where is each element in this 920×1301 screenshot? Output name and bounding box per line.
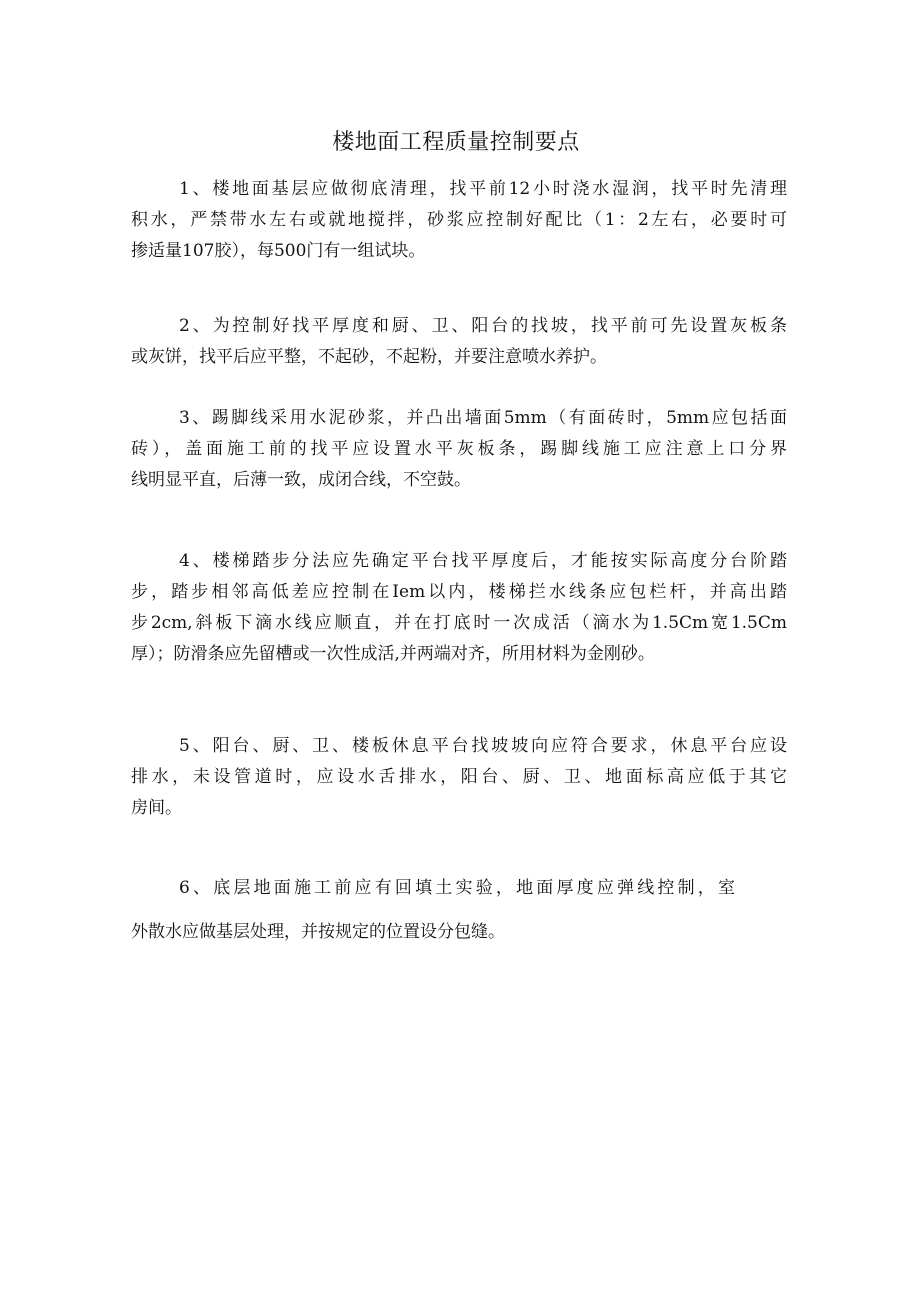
- page-title: 楼地面工程质量控制要点: [332, 130, 580, 155]
- paragraph-4-line-4: 厚）；防滑条应先留槽或一次性成活,并两端对齐，所用材料为金刚砂。: [131, 644, 655, 664]
- paragraph-5: [131, 731, 787, 824]
- paragraph-2-line-1: 2、为控制好找平厚度和厨、卫、阳台的找坡，找平前可先设置灰板条: [179, 316, 787, 336]
- paragraph-3-line-2: 砖），盖面施工前的找平应设置水平灰板条，踢脚线施工应注意上口分界: [131, 439, 787, 459]
- paragraph-5-line-2: 排水，未设管道时，应设水舌排水，阳台、厨、卫、地面标高应低于其它: [131, 767, 787, 787]
- paragraph-5-line-1: 5、阳台、厨、卫、楼板休息平台找坡坡向应符合要求，休息平台应设: [179, 736, 787, 756]
- paragraph-1-line-2: 积水，严禁带水左右或就地搅拌，砂浆应控制好配比（1：2左右，必要时可: [131, 210, 787, 230]
- paragraph-4-line-3: 步2cm,斜板下滴水线应顺直，并在打底时一次成活（滴水为1.5Cm宽1.5Cm: [131, 613, 787, 633]
- paragraph-1-line-3: 掺适量107胶），每500门有一组试块。: [131, 241, 426, 261]
- paragraph-3-line-3: 线明显平直，后薄一致，成闭合线，不空鼓。: [131, 470, 471, 490]
- paragraph-6-line-2: 外散水应做基层处理，并按规定的位置设分包缝。: [131, 922, 505, 942]
- paragraph-4-line-2: 步，踏步相邻高低差应控制在Iem以内，楼梯拦水线条应包栏杆，并高出踏: [131, 582, 787, 602]
- paragraph-2: [131, 311, 787, 373]
- paragraph-1-line-1: 1、楼地面基层应做彻底清理，找平前12小时浇水湿润，找平时先清理: [179, 179, 787, 199]
- paragraph-6: [131, 873, 787, 948]
- paragraph-3-line-1: 3、踢脚线采用水泥砂浆，并凸出墙面5mm（有面砖时，5mm应包括面: [179, 408, 787, 428]
- paragraph-2-line-2: 或灰饼，找平后应平整，不起砂，不起粉，并要注意喷水养护。: [131, 347, 607, 367]
- paragraph-1: [131, 174, 787, 267]
- paragraph-4-line-1: 4、楼梯踏步分法应先确定平台找平厚度后，才能按实际高度分台阶踏: [179, 551, 787, 571]
- paragraph-5-line-3: 房间。: [131, 798, 182, 818]
- paragraph-6-line-1: 6、底层地面施工前应有回填土实验，地面厚度应弹线控制，室: [179, 878, 735, 898]
- paragraph-3: [131, 403, 787, 496]
- paragraph-4: [131, 546, 787, 670]
